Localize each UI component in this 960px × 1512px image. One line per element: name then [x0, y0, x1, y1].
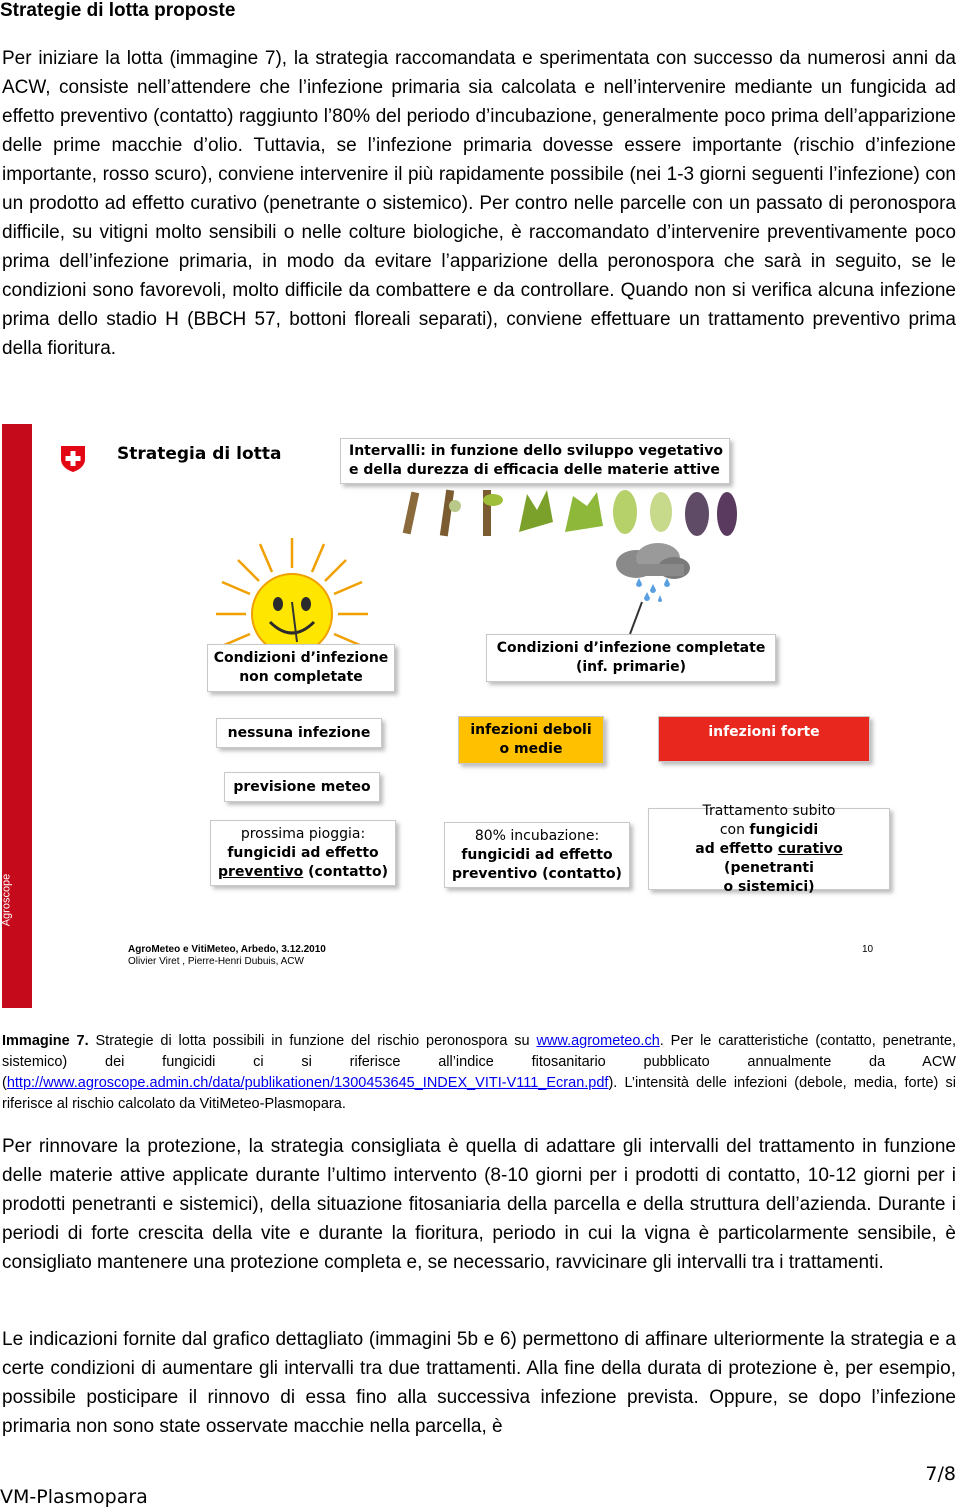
- strategy-slide: [2, 424, 956, 1008]
- agrometeo-link[interactable]: www.agrometeo.ch: [536, 1033, 660, 1049]
- strong-infection-box: [658, 716, 870, 762]
- treat-line-3a: ad effetto: [695, 840, 778, 857]
- rain-line-1: prossima pioggia:: [240, 825, 366, 842]
- treat-line-2b: fungicidi: [749, 821, 819, 838]
- inc-line-2: fungicidi ad effetto: [461, 846, 613, 863]
- agroscope-index-link[interactable]: http://www.agroscope.admin.ch/data/publikationen/1300453645_INDEX_VITI-V111_Ecran.pdf: [6, 1075, 609, 1091]
- sun-connector: [292, 602, 297, 642]
- cloud-connector: [630, 602, 642, 634]
- rain-line-3a: preventivo: [218, 863, 304, 880]
- agroscope-logo-text: Agroscope: [0, 873, 13, 927]
- page-number: 7/8: [925, 1463, 956, 1485]
- caption-text-1: Strategie di lotta possibili in funzione del rischio peronospora su: [88, 1033, 537, 1049]
- cond-not-line-2: non completate: [239, 669, 363, 685]
- immediate-treatment-box: [648, 802, 890, 895]
- inc-line-3: preventivo (contatto): [452, 865, 622, 882]
- treat-line-3c: (penetranti: [724, 859, 814, 876]
- slide-footer-authors: Olivier Viret , Pierre-Henri Dubuis, ACW: [128, 956, 304, 967]
- strong-infection-label: infezioni forte: [708, 724, 820, 740]
- document-footer: VM-Plasmopara: [0, 1486, 148, 1508]
- weak-line-1: infezioni deboli: [470, 722, 592, 738]
- caption-label: Immagine 7.: [2, 1033, 89, 1049]
- caption-text-3: ). L’intensità delle infezioni (debole, media, forte) si riferisce al rischio calcolato da VitiMeteo-Plasmopara.: [2, 1075, 956, 1112]
- rain-line-3b: (contatto): [303, 863, 388, 880]
- cond-done-line-2: (inf. primarie): [575, 659, 687, 675]
- slide-footer-event: AgroMeteo e VitiMeteo, Arbedo, 3.12.2010: [128, 944, 326, 955]
- conditions-not-completed-box: [207, 644, 395, 692]
- forecast-label: previsione meteo: [233, 778, 371, 795]
- intervals-line-1: Intervalli: in funzione dello sviluppo vegetativo: [349, 443, 723, 459]
- treat-line-1: Trattamento subito: [702, 802, 836, 819]
- slide-title: Strategia di lotta: [117, 444, 282, 464]
- intervals-line-2: e della durezza di efficacia delle materie attive: [349, 462, 720, 478]
- next-rain-box: [210, 820, 396, 886]
- section-heading: Strategie di lotta proposte: [0, 0, 236, 21]
- treat-line-4: o sistemici): [723, 878, 815, 895]
- conditions-completed-box: [486, 634, 776, 682]
- no-infection-label: nessuna infezione: [227, 724, 371, 741]
- slide-number: 10: [862, 944, 874, 955]
- paragraph-intro: Per iniziare la lotta (immagine 7), la strategia raccomandata e sperimentata con successo da numerosi anni da ACW, consiste nell’attendere che l’infezione primaria sia calcolata e nell’intervenire mediante un fungicida ad effetto preventivo (contatto) raggiunto l’80% del periodo d’incubazione, generalmente poco prima dell’apparizione delle prime macchie d’olio. Tuttavia, se l’infezione primaria dovesse essere importante (rischio d’infezione importante, rosso scuro), conviene intervenire il più rapidamente possibile (nei 1-3 giorni seguenti l’infezione) con un prodotto ad effetto curativo (penetrante o sistemico). Per contro nelle parcelle con un passato di peronospora difficile, su vitigni molto sensibili o nelle colture biologiche, è raccomandato d’intervenire preventivamente poco prima dell’infezione primaria, in modo da evitare l’apparizione della peronospora che sarà in seguito, se le condizioni sono favorevoli, molto difficile da combattere e da controllare. Quando non si verifica alcuna infezione prima dello stadio H (BBCH 57, bottoni floreali separati), conviene effettuare un trattamento preventivo prima della fioritura.: [2, 48, 956, 359]
- cond-done-line-1: Condizioni d’infezione completate: [496, 640, 766, 656]
- caption-text-2: . Per le caratteristiche (contatto, penetrante, sistemico) dei fungicidi ci si riferisce all’indice fitosanitario pubblicato annualmente da ACW (: [2, 1033, 956, 1091]
- treat-line-2a: con: [719, 821, 750, 838]
- figure-caption: [2, 1031, 956, 1115]
- inc-line-1: 80% incubazione:: [474, 827, 600, 844]
- cond-not-line-1: Condizioni d’infezione: [213, 650, 389, 666]
- no-infection-box: [216, 718, 382, 748]
- rain-line-2: fungicidi ad effetto: [227, 844, 379, 861]
- weak-medium-infection-box: [458, 716, 604, 764]
- paragraph-renewal: Per rinnovare la protezione, la strategia consigliata è quella di adattare gli intervalli del trattamento in funzione delle materie attive applicate durante l’ultimo intervento (8-10 giorni per i prodotti di contatto, 10-12 giorni per i prodotti penetranti e sistemici), della situazione fitosaniaria della parcella e della struttura dell’azienda. Durante i periodi di forte crescita della vite e durante la fioritura, periodo in cui la vigna è particolarmente sensibile, è consigliato mantenere una protezione completa e, se necessario, ravvicinare gli intervalli tra i trattamenti.: [2, 1136, 956, 1273]
- treat-line-3b: curativo: [777, 840, 843, 857]
- incubation-box: [444, 822, 630, 888]
- weather-forecast-box: [224, 772, 380, 802]
- weak-line-2: o medie: [499, 741, 563, 757]
- paragraph-indications: Le indicazioni fornite dal grafico dettagliato (immagini 5b e 6) permettono di affinare ulteriormente la strategia e a certe condizioni di aumentare gli intervalli tra due trattamenti. Alla fine della durata di protezione è, per esempio, possibile posticipare il rinnovo di essa fino alla successiva infezione prevista. Oppure, se dopo l’infezione primaria non sono state osservate macchie nella parcella, è: [2, 1329, 956, 1437]
